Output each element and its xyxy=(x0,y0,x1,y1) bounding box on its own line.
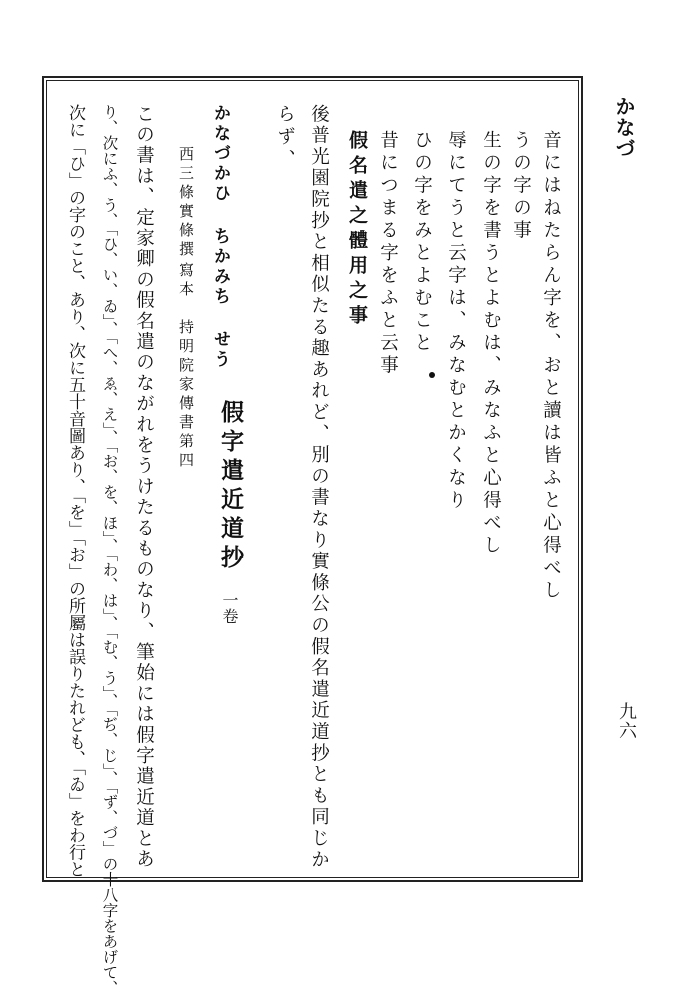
entry-title: 假字遣近道抄 xyxy=(217,400,244,574)
entry-reading: かなづかひ ちかみち せう xyxy=(210,104,230,370)
emphasis-dot xyxy=(429,372,435,378)
text-line: 音にはねたらん字を、おと讀は皆ふと心得べし xyxy=(540,130,562,603)
text-line: 生の字を書うとよむは、みなふと心得べし xyxy=(480,130,502,558)
section-heading: 假名遣之體用之事 xyxy=(346,130,368,330)
text-line: うの字の事 xyxy=(510,130,532,243)
text-line: ひの字をみとよむこと xyxy=(411,130,433,355)
page-number: 九六 xyxy=(616,702,637,740)
text-line: 辱にてうと云字は、みなむとかくなり xyxy=(445,130,467,513)
text-line: この書は、定家卿の假名遣のながれをうけたるものなり、筆始には假字遣近道とあ xyxy=(133,104,155,870)
entry-volume: 一卷 xyxy=(220,592,239,624)
text-line: り、次にふ、う、「ひ、い、ゐ」、「へ、ゑ、え」、「お、を、ほ」、「わ、は」、「む、う」、「ぢ、じ」、「ず、づ」の十八字をあげて、 xyxy=(100,104,119,995)
entry-author: 西三條實條撰 xyxy=(177,146,195,260)
text-line: 後普光園院抄と相似たる趣あれど、別の書なり實條公の假名遣近道抄とも同じか xyxy=(308,104,330,871)
text-line: らず、 xyxy=(274,104,296,172)
text-line: 昔につまる字をふと云事 xyxy=(377,130,399,378)
running-head: かなづ xyxy=(612,96,636,159)
entry-note: 寫本 持明院家傳書第四 xyxy=(177,262,195,471)
text-line: 次に「ひ」の字のこと、あり、次に五十音圖あり、「を」「お」の所屬は誤りたれども、「ゐ」をわ行と xyxy=(65,104,85,878)
